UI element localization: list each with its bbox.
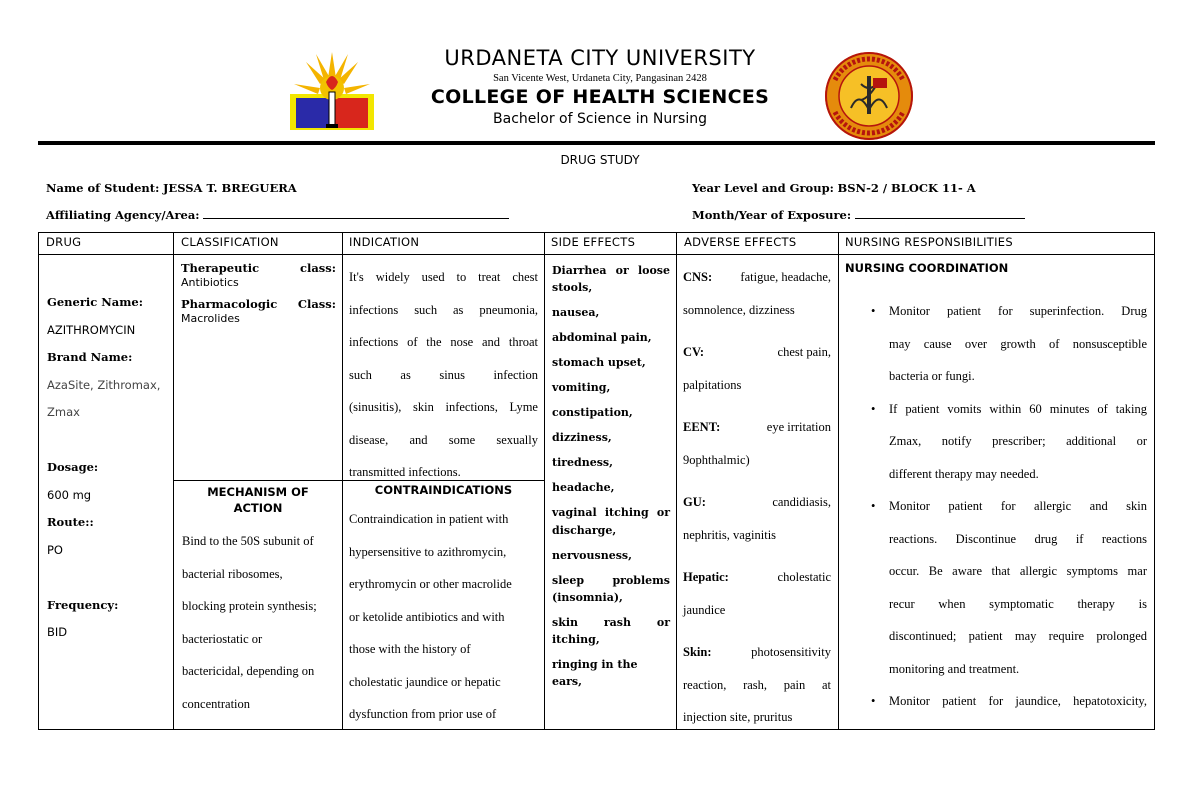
mechanism-title	[179, 484, 337, 516]
contraindications-line: cholestatic jaundice or hepatic	[349, 674, 501, 689]
university-address: San Vicente West, Urdaneta City, Pangasinan 2428	[493, 73, 707, 84]
mechanism-line: bacterial ribosomes,	[182, 566, 283, 581]
nursing-line: Zmax, notify prescriber; additional or	[889, 434, 1147, 448]
side-effect-item: Diarrhea or loose	[552, 264, 670, 277]
college-name: COLLEGE OF HEALTH SCIENCES	[430, 86, 770, 108]
nursing-line: Monitor patient for allergic and skin	[889, 499, 1147, 513]
student-name-label: Name of Student:	[46, 181, 160, 195]
nursing-line: discontinued; patient may require prolonged	[889, 629, 1147, 643]
side-effect-item: nausea,	[552, 306, 600, 320]
program-name: Bachelor of Science in Nursing	[493, 111, 707, 127]
nursing-item	[845, 393, 1147, 491]
nursing-list	[845, 295, 1147, 718]
mechanism-line: Bind to the 50S subunit of	[182, 534, 314, 548]
drug-details	[47, 289, 169, 647]
nursing-item	[845, 685, 1147, 718]
dosage-value: 600 mg	[47, 487, 92, 502]
side-effect-item: stools,	[552, 281, 593, 295]
indication-line: (sinusitis), skin infections, Lyme	[349, 400, 538, 414]
brand-name-value-1: AzaSite, Zithromax,	[47, 377, 161, 392]
agency-blank-line	[203, 208, 509, 219]
exposure-row	[692, 208, 1025, 222]
mechanism-line: bacteriostatic or	[182, 631, 263, 646]
adverse-gu-text: candidiasis,	[772, 495, 831, 509]
side-effect-item: stomach upset,	[552, 356, 646, 370]
frequency-label: Frequency:	[47, 597, 119, 612]
side-effect-item: nervousness,	[552, 548, 632, 562]
contraindications-text	[349, 503, 538, 731]
adverse-gu-label: GU:	[683, 495, 706, 509]
side-effect-item: tiredness,	[552, 456, 613, 470]
pharmacologic-value: Macrolides	[181, 311, 240, 325]
classification-cell	[181, 262, 336, 325]
agency-row	[46, 208, 509, 222]
therapeutic-label-b: class:	[299, 261, 336, 275]
header-side-effects: SIDE EFFECTS	[551, 235, 636, 249]
adverse-cns-text: fatigue, headache,	[740, 270, 831, 284]
header-drug: DRUG	[46, 235, 82, 249]
year-level-row	[692, 181, 976, 195]
nursing-line: reactions. Discontinue drug if reactions	[889, 531, 1147, 546]
contraindications-line: Contraindication in patient with	[349, 512, 509, 526]
dosage-label: Dosage:	[47, 460, 99, 474]
nursing-line: monitoring and treatment.	[889, 661, 1020, 676]
pharmacologic-label-a: Pharmacologic	[181, 296, 278, 311]
indication-line: transmitted infections.	[349, 465, 461, 479]
indication-line: It's widely used to treat chest	[349, 270, 538, 284]
nursing-line: Monitor patient for superinfection. Drug	[889, 304, 1147, 318]
therapeutic-label-a: Therapeutic	[181, 261, 260, 275]
therapeutic-value: Antibiotics	[181, 275, 239, 289]
side-effect-item: vomiting,	[552, 381, 611, 395]
year-level-value: BSN-2 / BLOCK 11- A	[837, 181, 976, 195]
route-value: PO	[47, 542, 63, 557]
generic-name-value: AZITHROMYCIN	[47, 322, 136, 337]
adverse-skin-text: photosensitivity	[751, 645, 831, 659]
nursing-item	[845, 490, 1147, 685]
indication-line: infections such as pneumonia,	[349, 302, 538, 317]
adverse-eent-label: EENT:	[683, 420, 721, 434]
nursing-line: bacteria or fungi.	[889, 369, 975, 383]
adverse-cns-text-2: somnolence, dizziness	[683, 302, 795, 317]
bullet-icon: •	[871, 401, 876, 416]
adverse-skin-text-2: reaction, rash, pain at	[683, 677, 831, 692]
adverse-eent-text-2: 9ophthalmic)	[683, 452, 750, 467]
student-name-row	[46, 181, 297, 195]
route-label: Route::	[47, 515, 94, 529]
bullet-icon: •	[871, 499, 876, 513]
student-name-value: JESSA T. BREGUERA	[162, 181, 297, 195]
adverse-cv-text-2: palpitations	[683, 377, 742, 392]
mechanism-title-line-2: ACTION	[233, 501, 283, 516]
contraindications-line: erythromycin or other macrolide	[349, 577, 512, 591]
contraindications-line: dysfunction from prior use of	[349, 707, 497, 721]
indication-line: disease, and some sexually	[349, 432, 538, 447]
side-effect-item: itching,	[552, 632, 600, 646]
exposure-blank-line	[855, 208, 1025, 219]
agency-label: Affiliating Agency/Area:	[46, 208, 200, 222]
side-effect-item: (insomnia),	[552, 590, 623, 604]
side-effect-item: skin rash or	[552, 615, 670, 629]
indication-text	[349, 261, 538, 489]
document-title: DRUG STUDY	[560, 153, 640, 167]
adverse-skin-label: Skin:	[683, 645, 712, 659]
nursing-line: recur when symptomatic therapy is	[889, 596, 1147, 611]
side-effects-list	[552, 262, 670, 690]
mechanism-title-line-1: MECHANISM OF	[207, 485, 309, 499]
adverse-cv-text: chest pain,	[777, 345, 831, 359]
nursing-item	[845, 295, 1147, 393]
nursing-title: NURSING COORDINATION	[845, 261, 1009, 275]
adverse-gu-text-2: nephritis, vaginitis	[683, 527, 777, 542]
header-indication: INDICATION	[349, 235, 420, 249]
side-effect-item: abdominal pain,	[552, 331, 652, 345]
university-name: URDANETA CITY UNIVERSITY	[444, 46, 756, 70]
side-effect-item: constipation,	[552, 406, 633, 420]
adverse-cns-label: CNS:	[683, 270, 713, 284]
side-effect-item: vaginal itching or	[552, 506, 670, 520]
adverse-hepatic-label: Hepatic:	[683, 570, 729, 584]
nursing-line: occur. Be aware that allergic symptoms mar	[889, 564, 1147, 578]
adverse-hepatic-text-2: jaundice	[683, 602, 726, 617]
brand-name-value-2: Zmax	[47, 405, 80, 419]
mechanism-line: bactericidal, depending on	[182, 664, 315, 678]
bullet-icon: •	[871, 304, 876, 318]
mechanism-line: concentration	[182, 696, 251, 711]
generic-name-label: Generic Name:	[47, 295, 143, 309]
contraindications-line: hypersensitive to azithromycin,	[349, 544, 507, 559]
header-divider	[38, 141, 1155, 145]
indication-line: infections of the nose and throat	[349, 335, 538, 349]
adverse-effects-list	[683, 261, 831, 734]
year-level-label: Year Level and Group:	[692, 181, 834, 195]
adverse-cv-label: CV:	[683, 345, 705, 359]
nursing-line: If patient vomits within 60 minutes of taking	[889, 401, 1147, 416]
mechanism-text	[182, 525, 340, 720]
adverse-skin-text-3: injection site, pruritus	[683, 710, 793, 724]
side-effect-item: headache,	[552, 481, 615, 495]
adverse-hepatic-text: cholestatic	[777, 570, 831, 584]
mechanism-line: blocking protein synthesis;	[182, 599, 317, 613]
side-effect-item: ringing in the ears,	[552, 657, 638, 688]
side-effect-item: sleep problems	[552, 573, 670, 587]
nursing-line: may cause over growth of nonsusceptible	[889, 336, 1147, 351]
exposure-label: Month/Year of Exposure:	[692, 208, 852, 222]
drug-study-table	[38, 232, 1155, 730]
pharmacologic-label-b: Class:	[297, 296, 336, 311]
contraindications-line: or ketolide antibiotics and with	[349, 609, 505, 624]
header-adverse-effects: ADVERSE EFFECTS	[684, 235, 797, 249]
indication-line: such as sinus infection	[349, 367, 538, 382]
bullet-icon: •	[871, 694, 876, 708]
frequency-value: BID	[47, 625, 68, 639]
adverse-eent-text: eye irritation	[766, 420, 831, 434]
contraindications-line: those with the history of	[349, 642, 471, 656]
contraindications-title: CONTRAINDICATIONS	[374, 483, 513, 497]
nursing-line: different therapy may needed.	[889, 466, 1039, 481]
nursing-line: Monitor patient for jaundice, hepatotoxicity,	[889, 694, 1147, 708]
side-effect-item: discharge,	[552, 523, 617, 537]
side-effect-item: dizziness,	[552, 431, 612, 445]
brand-name-label: Brand Name:	[47, 350, 133, 364]
header-nursing-responsibilities: NURSING RESPONSIBILITIES	[845, 235, 1013, 249]
header-classification: CLASSIFICATION	[181, 235, 279, 249]
